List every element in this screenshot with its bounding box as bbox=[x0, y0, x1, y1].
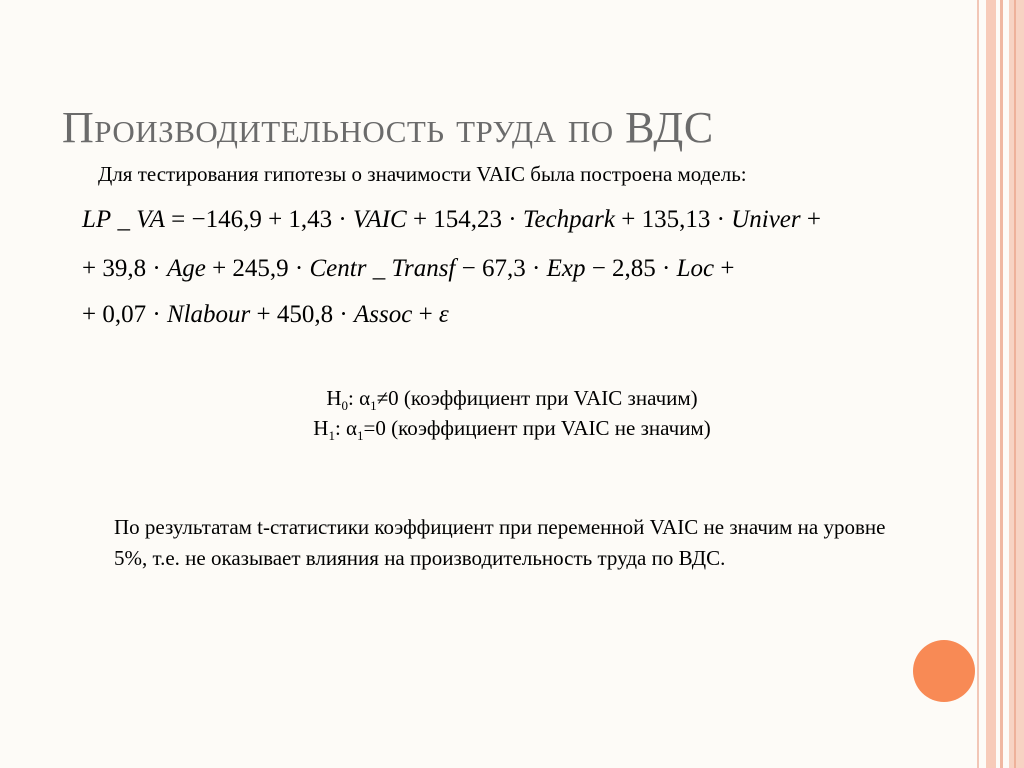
equation-term: + 245,9 · bbox=[205, 255, 310, 282]
equation-term: + 154,23 · bbox=[406, 206, 523, 233]
hypothesis-text: =0 (коэффициент при VAIC не значим) bbox=[363, 416, 711, 440]
equation-line-3 bbox=[82, 301, 449, 329]
equation-term: = −146,9 + 1,43 · bbox=[164, 206, 353, 233]
hypothesis-h0 bbox=[0, 386, 1024, 414]
equation-variable: Nlabour bbox=[166, 301, 251, 328]
hypothesis-text: ≠0 (коэффициент при VAIC значим) bbox=[376, 386, 698, 410]
equation-term: − 2,85 · bbox=[585, 255, 677, 282]
equation-variable: Loc bbox=[676, 255, 715, 282]
equation-variable: Age bbox=[166, 255, 206, 282]
intro-text: Для тестирования гипотезы о значимости VAIC была построена модель: bbox=[98, 162, 747, 186]
equation-term: _ bbox=[366, 255, 392, 282]
decorative-stripe bbox=[977, 0, 979, 768]
slide-title: Производительность труда по ВДС bbox=[62, 103, 714, 152]
hypothesis-h1 bbox=[0, 416, 1024, 444]
conclusion-text: По результатам t-статистики коэффициент при переменной VAIC не значим на уровне 5%, т.е. не оказывает влияния на производительность труда по ВДС. bbox=[114, 515, 886, 570]
hypothesis-alpha: : α bbox=[348, 386, 371, 410]
equation-variable: Exp bbox=[546, 255, 586, 282]
equation-term: + bbox=[714, 255, 735, 282]
equation-variable: LP bbox=[82, 206, 112, 233]
hypothesis-subscript: 0 bbox=[341, 398, 349, 414]
equation-term: + 450,8 · bbox=[250, 301, 354, 328]
decorative-circle bbox=[913, 640, 975, 702]
equation-term: + 135,13 · bbox=[615, 206, 732, 233]
equation-variable: Centr bbox=[309, 255, 367, 282]
alpha-subscript: 1 bbox=[370, 398, 377, 414]
decorative-stripe bbox=[986, 0, 996, 768]
equation-variable: Transf bbox=[391, 255, 456, 282]
equation-variable: VA bbox=[136, 206, 165, 233]
equation-term: + bbox=[800, 206, 821, 233]
hypothesis-alpha: : α bbox=[334, 416, 358, 440]
equation-variable: Techpark bbox=[522, 206, 616, 233]
decorative-stripe bbox=[1009, 0, 1024, 768]
equation-line-1 bbox=[82, 206, 821, 234]
equation-variable: ε bbox=[438, 301, 449, 328]
equation-term: _ bbox=[111, 206, 137, 233]
hypothesis-label: H bbox=[326, 386, 342, 410]
equation-term: + 0,07 · bbox=[82, 301, 167, 328]
equation-term: − 67,3 · bbox=[455, 255, 547, 282]
equation-variable: VAIC bbox=[353, 206, 407, 233]
decorative-stripe bbox=[1014, 0, 1016, 768]
equation-variable: Univer bbox=[731, 206, 801, 233]
equation-term: + bbox=[412, 301, 439, 328]
hypothesis-subscript: 1 bbox=[328, 428, 335, 444]
equation-line-2 bbox=[82, 255, 735, 283]
equation-term: + 39,8 · bbox=[82, 255, 167, 282]
alpha-subscript: 1 bbox=[357, 428, 364, 444]
decorative-stripe bbox=[1000, 0, 1003, 768]
hypothesis-label: H bbox=[313, 416, 329, 440]
equation-variable: Assoc bbox=[353, 301, 413, 328]
